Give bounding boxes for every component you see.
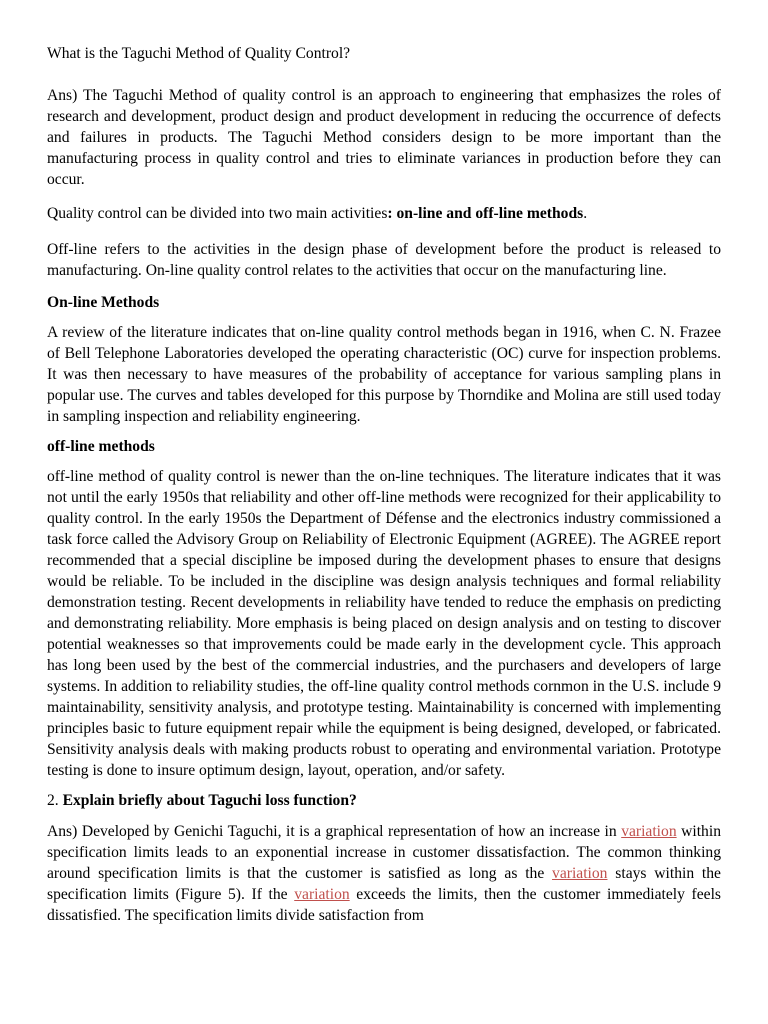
answer-2-part-1: Ans) Developed by Genichi Taguchi, it is a graphical representation of how an increase in bbox=[47, 823, 622, 840]
offline-methods-heading: off-line methods bbox=[47, 438, 155, 455]
variation-link-3[interactable]: variation bbox=[294, 886, 350, 903]
answer-2-part-3: stays within the specification limits (Figure 5). If the bbox=[47, 865, 721, 903]
divide-prefix: Quality control can be divided into two main activities bbox=[47, 205, 388, 222]
variation-link-2[interactable]: variation bbox=[552, 865, 608, 882]
offline-definition-paragraph: Off-line refers to the activities in the design phase of development before the product is released to manufacturing. On-line quality control relates to the activities that occur on the manufacturing line. bbox=[47, 241, 721, 279]
document-page bbox=[47, 43, 721, 926]
variation-link-1[interactable]: variation bbox=[621, 823, 677, 840]
answer-1-paragraph: Ans) The Taguchi Method of quality control is an approach to engineering that emphasizes the roles of research and development, product design and product development in reducing the occurrence of defects and failures in products. The Taguchi Method considers design to be more important than the manufacturing process in quality control and tries to eliminate variances in production before they can occur. bbox=[47, 87, 721, 188]
question-2 bbox=[47, 790, 721, 811]
question-2-number: 2. bbox=[47, 792, 63, 809]
online-methods-heading: On-line Methods bbox=[47, 294, 160, 311]
divide-paragraph bbox=[47, 203, 721, 224]
question-2-text: Explain briefly about Taguchi loss function? bbox=[62, 792, 357, 809]
answer-2-paragraph bbox=[47, 821, 721, 926]
online-methods-paragraph: A review of the literature indicates that on-line quality control methods began in 1916, when C. N. Frazee of Bell Telephone Laboratories developed the operating characteristic (OC) curve for inspection problems. It was then necessary to have measures of the probability of acceptance for various sampling plans in popular use. The curves and tables developed for this purpose by Thorndike and Molina are still used today in sampling inspection and reliability engineering. bbox=[47, 324, 721, 425]
question-1: What is the Taguchi Method of Quality Control? bbox=[47, 45, 351, 62]
offline-methods-paragraph: off-line method of quality control is newer than the on-line techniques. The literature indicates that it was not until the early 1950s that reliability and other off-line methods were recognized for their applicability to quality control. In the early 1950s the Department of Défense and the electronics industry commissioned a task force called the Advisory Group on Reliability of Electronic Equipment (AGREE). The AGREE report recommended that a special discipline be imposed during the development phases to ensure that designs would be reliable. To be included in the discipline was design analysis techniques and formal reliability demonstration testing. Recent developments in reliability have tended to reduce the emphasis on predicting and demonstrating reliability. More emphasis is being placed on design analysis and on testing to discover potential weaknesses so that improvements could be made early in the development cycle. This approach has long been used by the best of the commercial industries, and the purchasers and developers of large systems. In addition to reliability studies, the off-line quality control methods cornmon in the U.S. include 9 maintainability, sensitivity analysis, and prototype testing. Maintainability is concerned with implementing principles basic to future equipment repair while the equipment is being designed, developed, or fabricated. Sensitivity analysis deals with making products robust to operating and environmental variation. Prototype testing is done to insure optimum design, layout, operation, and/or safety. bbox=[47, 468, 721, 779]
answer-2-part-2: within specification limits leads to an exponential increase in customer dissatisfaction. The common thinking around specification limits is that the customer is satisfied as long as the bbox=[47, 823, 721, 882]
divide-suffix: . bbox=[583, 205, 588, 222]
divide-bold: : on-line and off-line methods bbox=[387, 205, 584, 222]
answer-2-part-4: exceeds the limits, then the customer immediately feels dissatisfied. The specification limits divide satisfaction from bbox=[47, 886, 721, 924]
